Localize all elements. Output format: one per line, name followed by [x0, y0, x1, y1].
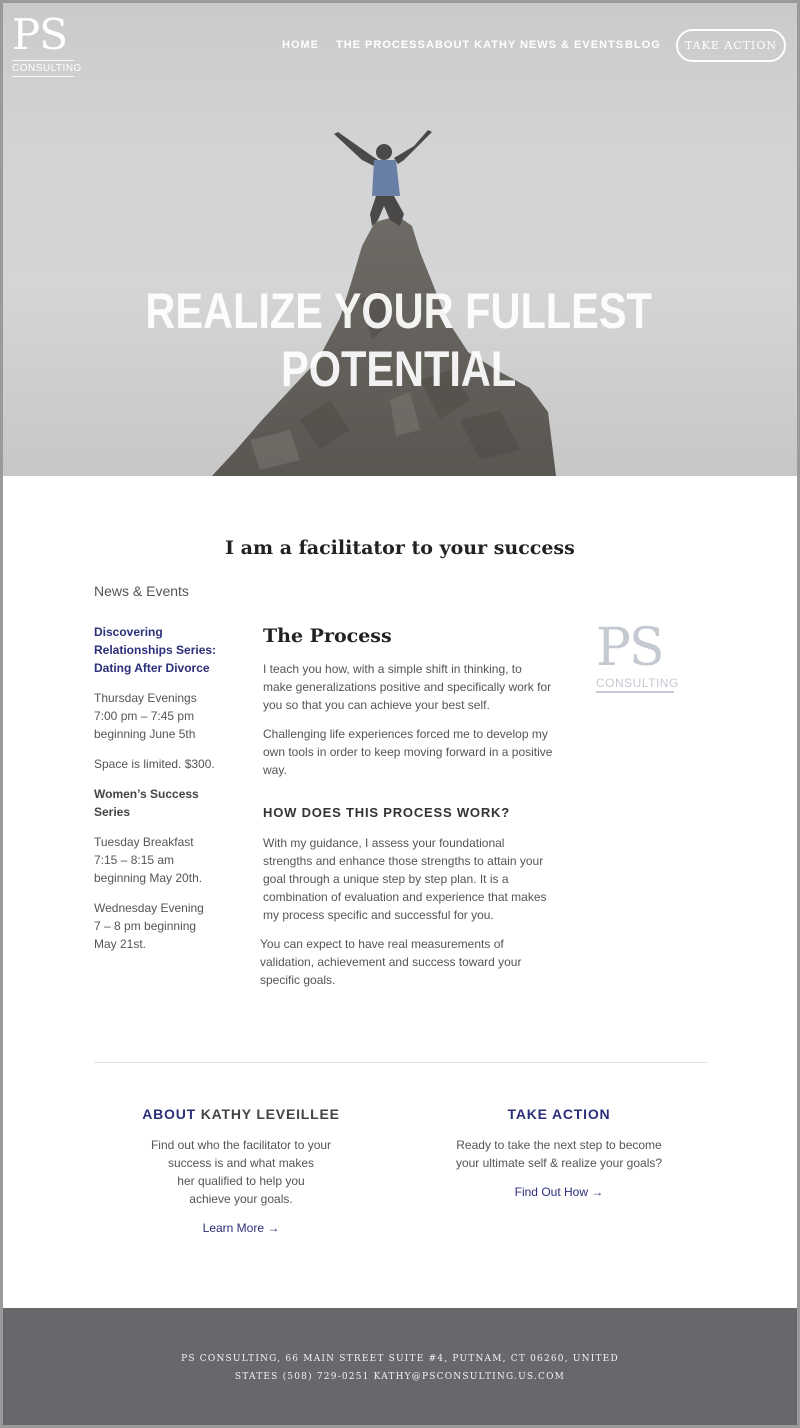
about-heading-name: KATHY LEVEILLEE: [200, 1106, 340, 1122]
take-action-line: Ready to take the next step to become: [456, 1138, 662, 1152]
event-title-link[interactable]: [94, 623, 234, 677]
process-paragraph: Challenging life experiences forced me to develop my own tools in order to keep moving forward in a positive way.: [263, 727, 553, 777]
evening-line: May 21st.: [94, 937, 147, 951]
about-line: Find out who the facilitator to your: [150, 1138, 332, 1152]
nav-news-events[interactable]: NEWS & EVENTS: [520, 39, 625, 51]
about-line: success is and what makes: [167, 1156, 315, 1170]
take-action-button[interactable]: TAKE ACTION: [676, 29, 786, 62]
nav-blog[interactable]: BLOG: [625, 39, 661, 51]
about-heading: [121, 1104, 361, 1124]
news-events-sidebar: [94, 623, 234, 965]
site-logo[interactable]: [12, 10, 82, 77]
breakfast-line: 7:15 – 8:15 am: [94, 853, 175, 867]
footer-address: PS CONSULTING, 66 MAIN STREET SUITE #4, PUTNAM, CT 06260, UNITED: [181, 1354, 619, 1364]
event-schedule-line: Thursday Evenings: [94, 691, 197, 705]
about-kathy-block: [121, 1104, 361, 1237]
site-footer: [0, 1308, 800, 1428]
hero-banner: [0, 0, 800, 476]
event-schedule-line: 7:00 pm – 7:45 pm: [94, 709, 195, 723]
process-paragraph: With my guidance, I assess your foundational strengths and enhance those strengths to attain your goal through a unique step by step plan. It is a combination of evaluation and experience that makes my process specific and successful for you.: [263, 836, 547, 922]
process-title: The Process: [263, 625, 392, 647]
event-schedule: [94, 689, 234, 743]
event-price: Space is limited. $300.: [94, 757, 215, 771]
process-paragraph: You can expect to have real measurements of validation, achievement and success toward your specific goals.: [260, 937, 522, 987]
event-title-line: Relationships Series:: [94, 643, 217, 657]
side-logo-mark: PS: [596, 618, 663, 678]
page-tagline: I am a facilitator to your success: [225, 537, 575, 559]
news-events-heading: News & Events: [94, 583, 189, 599]
about-heading-accent: ABOUT: [142, 1106, 196, 1122]
event-title-line: Discovering: [94, 625, 163, 639]
event-schedule-line: beginning June 5th: [94, 727, 196, 741]
about-line: her qualified to help you: [177, 1174, 305, 1188]
about-line: achieve your goals.: [189, 1192, 293, 1206]
find-out-how-link[interactable]: Find Out How →: [514, 1185, 604, 1199]
footer-contact: STATES (508) 729-0251 KATHY@PSCONSULTING.US.COM: [234, 1372, 566, 1382]
side-logo: [596, 618, 679, 693]
side-logo-subtitle: CONSULTING: [596, 676, 674, 693]
section-divider: [94, 1062, 708, 1063]
evening-line: Wednesday Evening: [94, 901, 204, 915]
about-text: [121, 1136, 361, 1208]
take-action-text: [439, 1136, 679, 1172]
evening-line: 7 – 8 pm beginning: [94, 919, 197, 933]
take-action-block: [439, 1104, 679, 1201]
process-section: [260, 624, 553, 1000]
process-paragraph: I teach you how, with a simple shift in thinking, to make generalizations positive and specifically work for you so that you can achieve your best self.: [263, 662, 552, 712]
process-subheading: HOW DOES THIS PROCESS WORK?: [263, 805, 510, 820]
event-title-line: Dating After Divorce: [94, 661, 210, 675]
take-action-line: your ultimate self & realize your goals?: [455, 1156, 663, 1170]
take-action-heading: TAKE ACTION: [507, 1106, 611, 1122]
logo-subtitle: CONSULTING: [12, 60, 74, 77]
series-title: Women’s Success Series: [94, 787, 199, 819]
hero-title: REALIZE YOUR FULLEST POTENTIAL: [145, 283, 652, 397]
breakfast-line: beginning May 20th.: [94, 871, 203, 885]
evening-schedule: [94, 899, 234, 953]
nav-the-process[interactable]: THE PROCESS: [336, 39, 426, 51]
breakfast-schedule: [94, 833, 234, 887]
breakfast-line: Tuesday Breakfast: [94, 835, 194, 849]
nav-home[interactable]: HOME: [282, 39, 319, 51]
logo-mark: PS: [12, 10, 68, 59]
learn-more-link[interactable]: Learn More →: [202, 1221, 280, 1235]
nav-about-kathy[interactable]: ABOUT KATHY: [426, 39, 517, 51]
hero-mountain-image: [0, 0, 800, 476]
